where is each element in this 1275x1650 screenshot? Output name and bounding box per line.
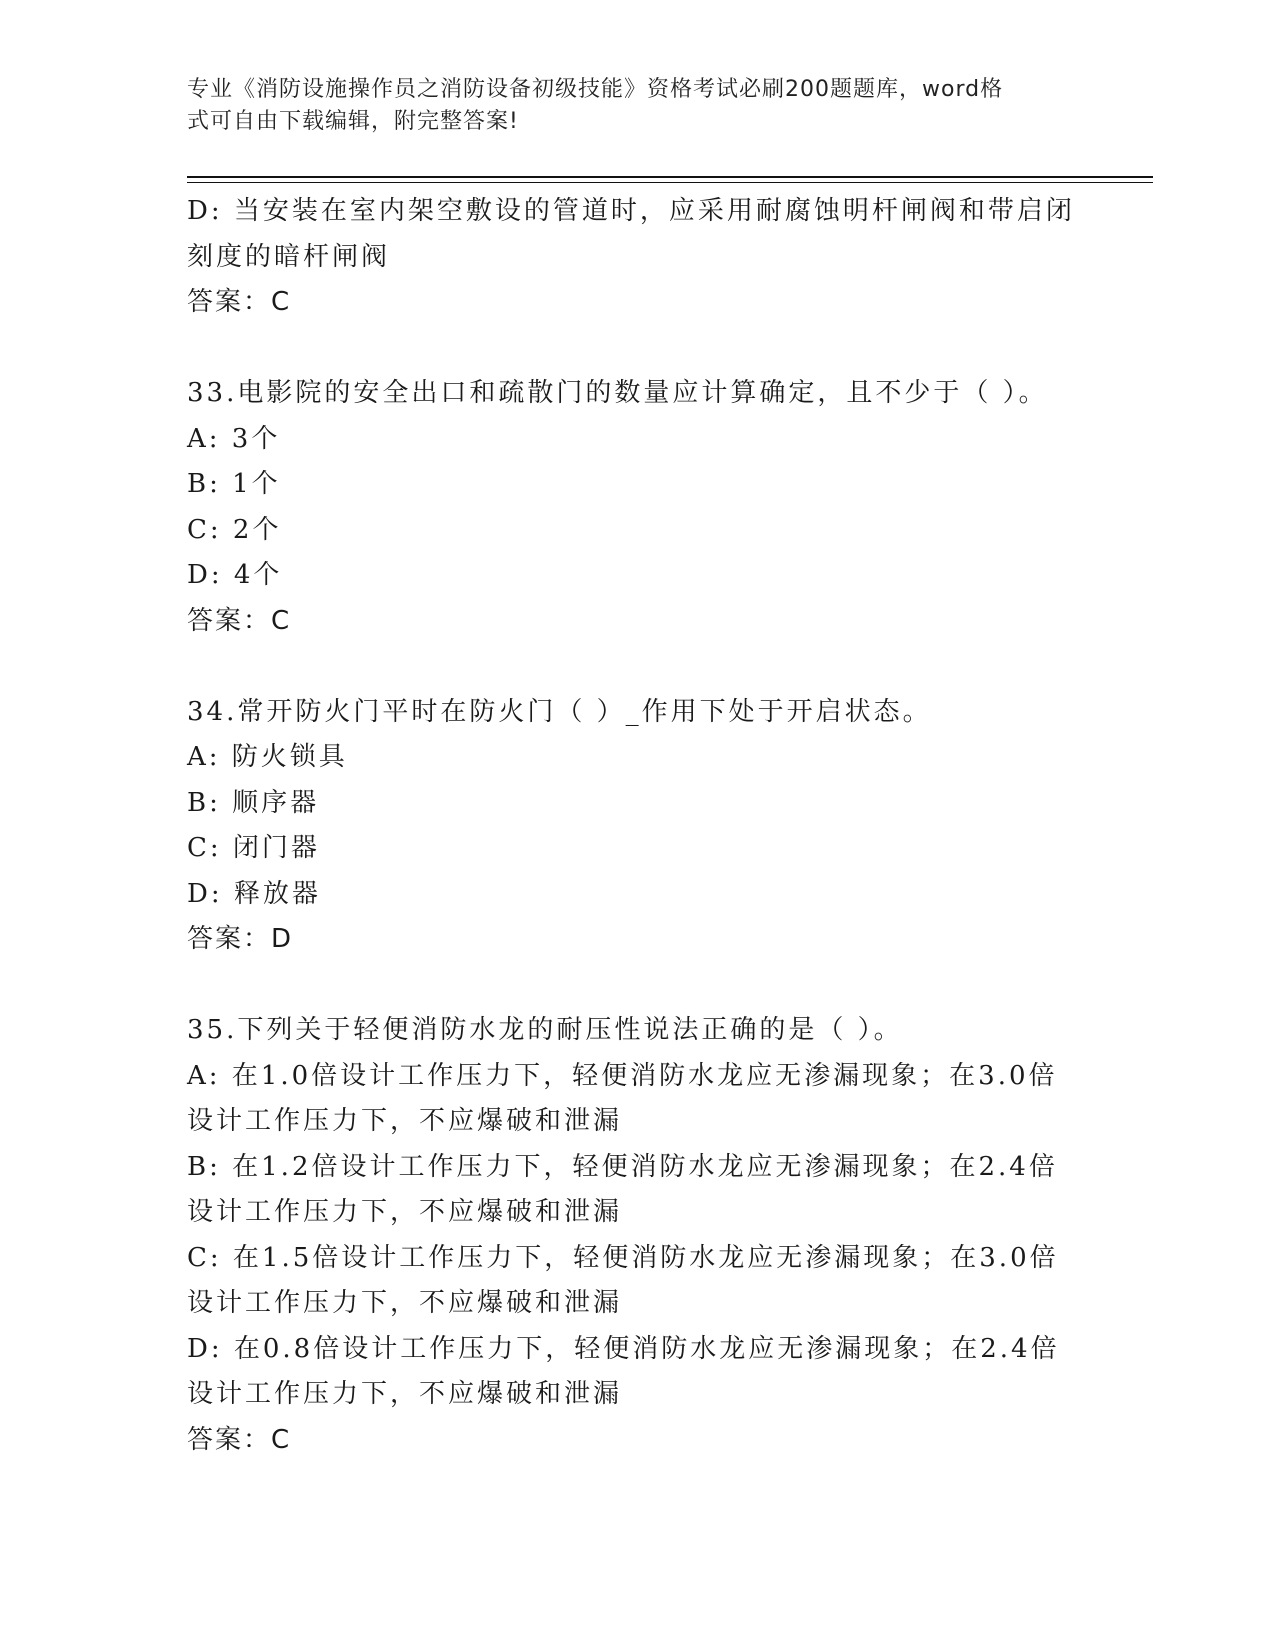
option-b-line-2: 设计工作压力下，不应爆破和泄漏: [187, 1197, 623, 1227]
option-c-line-2: 设计工作压力下，不应爆破和泄漏: [187, 1288, 623, 1318]
spacer: [187, 644, 1077, 690]
option-d-line-2: 刻度的暗杆闸阀: [187, 241, 391, 272]
option-c: C: 闭门器: [187, 833, 320, 863]
option-d-line-2: 设计工作压力下，不应爆破和泄漏: [187, 1379, 623, 1409]
question-33: [187, 371, 1077, 644]
option-c: C: 2个: [187, 514, 282, 545]
question-34: [187, 690, 1077, 963]
header-line-2: 式可自由下载编辑，附完整答案!: [187, 109, 519, 134]
question-content: [187, 189, 1077, 1463]
question-stem: 35.下列关于轻便消防水龙的耐压性说法正确的是（ ）。: [187, 1015, 903, 1045]
option-a: A: 防火锁具: [187, 742, 348, 772]
option-d-line-1: D: 在0.8倍设计工作压力下，轻便消防水龙应无渗漏现象；在2.4倍: [187, 1333, 1060, 1364]
spacer: [187, 963, 1077, 1009]
option-b: B: 顺序器: [187, 787, 320, 818]
page-header: [187, 74, 1077, 138]
question-stem: 34.常开防火门平时在防火门（ ）_作用下处于开启状态。: [187, 696, 932, 727]
option-a: A: 3个: [187, 423, 281, 454]
option-d-line-1: D: 当安装在室内架空敷设的管道时，应采用耐腐蚀明杆闸阀和带启闭: [187, 196, 1075, 226]
question-35: [187, 1008, 1077, 1463]
answer-34: 答案：D: [187, 924, 294, 954]
option-a-line-1: A: 在1.0倍设计工作压力下，轻便消防水龙应无渗漏现象；在3.0倍: [187, 1060, 1058, 1091]
header-line-1: 专业《消防设施操作员之消防设备初级技能》资格考试必刷200题题库，word格: [187, 77, 1004, 102]
header-divider-thin: [187, 182, 1153, 183]
question-stem: 33.电影院的安全出口和疏散门的数量应计算确定，且不少于（ ）。: [187, 378, 1048, 408]
option-c-line-1: C: 在1.5倍设计工作压力下，轻便消防水龙应无渗漏现象；在3.0倍: [187, 1242, 1059, 1273]
header-divider-thick: [187, 176, 1153, 178]
option-b: B: 1个: [187, 469, 281, 499]
option-a-line-2: 设计工作压力下，不应爆破和泄漏: [187, 1106, 623, 1136]
spacer: [187, 326, 1077, 372]
option-d: D: 4个: [187, 560, 283, 590]
answer-32: 答案：C: [187, 287, 292, 317]
option-b-line-1: B: 在1.2倍设计工作压力下，轻便消防水龙应无渗漏现象；在2.4倍: [187, 1151, 1058, 1182]
answer-35: 答案：C: [187, 1424, 292, 1455]
question-32-continued: [187, 189, 1077, 326]
option-d: D: 释放器: [187, 878, 321, 909]
answer-33: 答案：C: [187, 605, 292, 636]
